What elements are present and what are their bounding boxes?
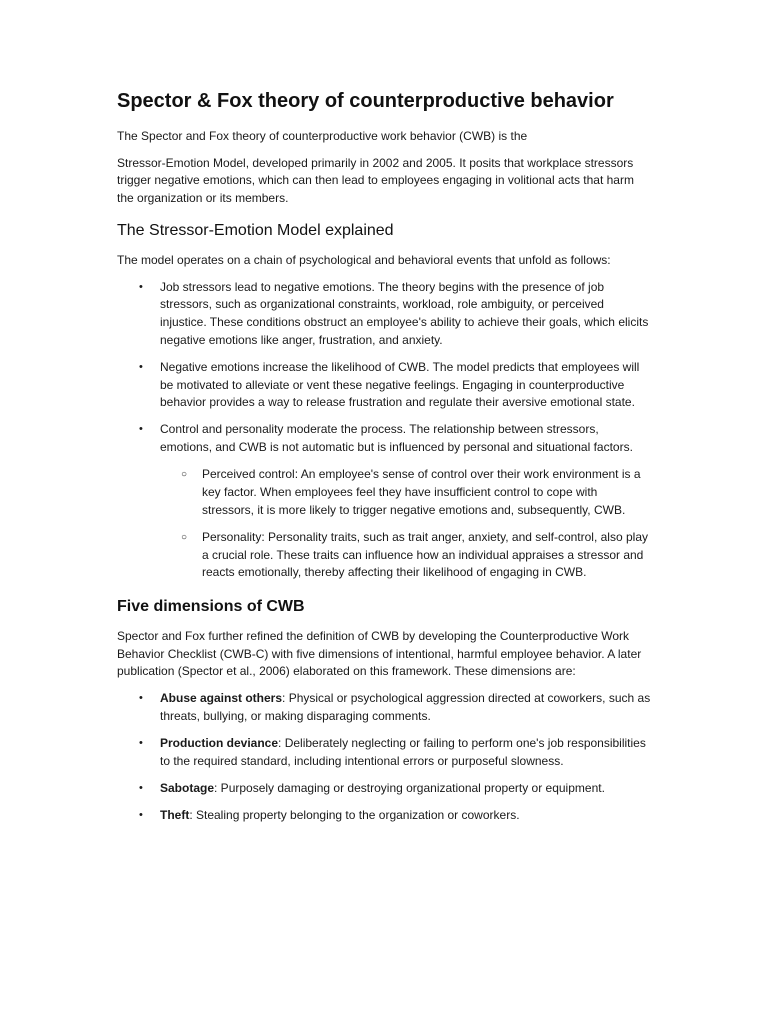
list-item (117, 690, 652, 725)
bullet-marker: • (139, 280, 143, 293)
section-heading-dimensions: Five dimensions of CWB (117, 598, 305, 616)
list-item (117, 780, 652, 798)
bullet-marker: • (139, 423, 143, 436)
dimension-term: Sabotage (160, 780, 215, 795)
document-title: Spector & Fox theory of counterproductive behavior (117, 90, 614, 112)
bullet-marker: • (139, 809, 143, 822)
dimension-term: Theft (160, 808, 190, 823)
intro-line: The Spector and Fox theory of counterproductive work behavior (CWB) is the (117, 129, 528, 143)
list-item (117, 735, 652, 770)
sub-bullet-list (160, 466, 652, 582)
intro-paragraph: Stressor-Emotion Model, developed primarily in 2002 and 2005. It posits that workplace stressors trigger negative emotions, which can then lead to employees engaging in volitional acts that harm the organization or its members. (117, 155, 634, 206)
section-dimensions-lead: Spector and Fox further refined the definition of CWB by developing the Counterproductive Work Behavior Checklist (CWB-C) with five dimensions of intentional, harmful employee behavior. A later publication (Spector et al., 2006) elaborated on this framework. These dimensions are: (117, 629, 642, 679)
sub-bullet-marker: ○ (181, 469, 188, 481)
list-item-text: Negative emotions increase the likelihood of CWB. The model predicts that employees will be motivated to alleviate or vent these negative feelings. Engaging in counterproductive behavior provides a way to release frustration and regulate their aversive emotional state. (160, 359, 640, 410)
section-model-lead: The model operates on a chain of psychological and behavioral events that unfold as follows: (117, 252, 611, 267)
sub-list-item (160, 466, 652, 519)
dimension-desc: : Purposely damaging or destroying organizational property or equipment. (214, 780, 605, 795)
list-item-text: Job stressors lead to negative emotions. The theory begins with the presence of job stressors, such as organizational constraints, workload, role ambiguity, or perceived injustice. These conditions obstruct an employee's ability to achieve their goals, which elicits negative emotions like anger, frustration, and anxiety. (160, 279, 649, 347)
dimension-term: Production deviance (160, 736, 279, 751)
dimension-term: Abuse against others (160, 691, 283, 706)
sub-list-item-text: Perceived control: An employee's sense of control over their work environment is a key factor. When employees feel they have insufficient control to cope with stressors, it is more likely to trigger negative emotions and, subsequently, CWB. (202, 467, 641, 517)
list-item (117, 807, 652, 825)
dimension-desc: : Deliberately neglecting or failing to perform one's job responsibilities to the required standard, including intentional errors or purposeful slowness. (160, 736, 646, 768)
sub-list-item-text: Personality: Personality traits, such as trait anger, anxiety, and self-control, also play a crucial role. These traits can influence how an individual appraises a stressor and reacts emotionally, thereby affecting their likelihood of engaging in CWB. (202, 529, 648, 580)
bullet-marker: • (139, 781, 143, 794)
dimension-desc: : Physical or psychological aggression directed at coworkers, such as threats, bullying, or making disparaging comments. (160, 691, 651, 723)
list-item (117, 421, 652, 582)
sub-list-item (160, 529, 652, 582)
list-item (117, 359, 652, 412)
dimension-desc: : Stealing property belonging to the organization or coworkers. (189, 808, 520, 823)
bullet-marker: • (139, 692, 143, 705)
model-bullet-list (117, 279, 652, 583)
list-item (117, 279, 652, 350)
bullet-marker: • (139, 737, 143, 750)
sub-bullet-marker: ○ (181, 531, 188, 543)
bullet-marker: • (139, 360, 143, 373)
section-heading-model: The Stressor-Emotion Model explained (117, 221, 394, 239)
list-item-text: Control and personality moderate the process. The relationship between stressors, emotions, and CWB is not automatic but is influenced by personal and situational factors. (160, 422, 633, 455)
dimensions-bullet-list (117, 690, 652, 825)
